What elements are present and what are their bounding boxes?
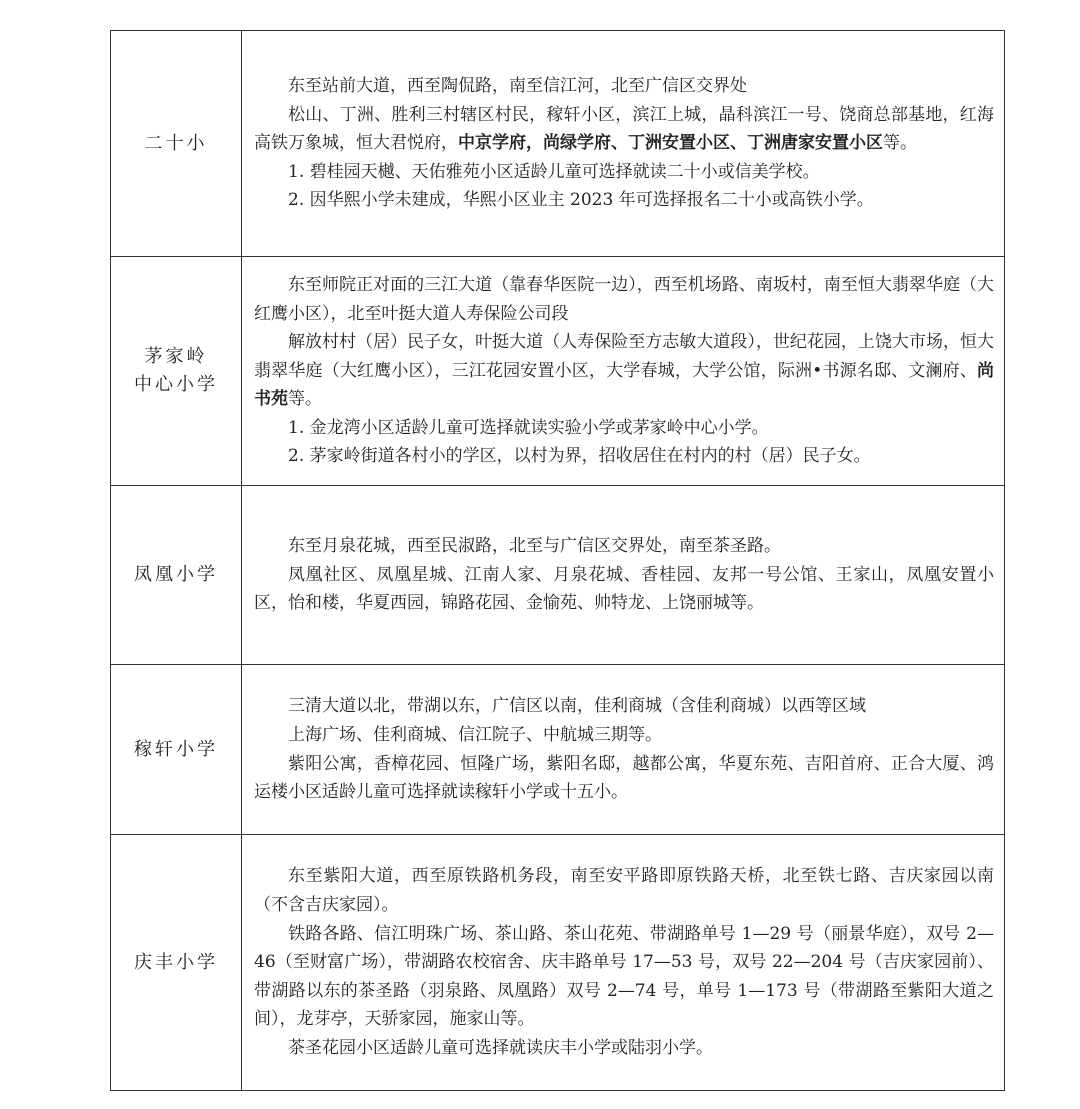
district-paragraph [254, 101, 994, 158]
paragraph-text: 东至站前大道，西至陶侃路，南至信江河，北至广信区交界处 [288, 76, 747, 97]
paragraph-text: 2. 因华熙小学未建成，华熙小区业主 2023 年可选择报名二十小或高铁小学。 [288, 190, 874, 211]
paragraph-text: 松山、丁洲、胜利三村辖区村民，稼轩小区，滨江上城，晶科滨江一号、饶商总部基地，红海高铁万象城，恒大君悦府， [254, 104, 994, 154]
paragraph-text: 凤凰社区、凤凰星城、江南人家、月泉花城、香桂园、友邦一号公馆、王家山，凤凰安置小区，怡和楼，华夏西园，锦路花园、金愉苑、帅特龙、上饶丽城等。 [254, 564, 994, 614]
school-district-table [110, 30, 1005, 1091]
table-row [111, 486, 1005, 665]
district-paragraph [254, 561, 994, 618]
district-paragraph [254, 862, 994, 919]
district-paragraph [254, 442, 994, 471]
school-name-line: 稼轩小学 [134, 738, 218, 760]
district-paragraph [254, 721, 994, 750]
paragraph-text: 紫阳公寓，香樟花园、恒隆广场，紫阳名邸，越都公寓，华夏东苑、吉阳首府、正合大厦、鸿运楼小区适龄儿童可选择就读稼轩小学或十五小。 [254, 753, 994, 803]
highlighted-text: 中京学府，尚绿学府、丁洲安置小区、丁洲唐家安置小区 [458, 133, 883, 154]
highlighted-text: 尚书苑 [254, 360, 994, 410]
district-paragraph [254, 692, 994, 721]
school-name-line: 中心小学 [134, 374, 218, 395]
table-row [111, 665, 1005, 835]
district-description-cell [242, 486, 1005, 665]
district-paragraph [254, 920, 994, 1034]
paragraph-text: 1. 碧桂园天樾、天佑雅苑小区适龄儿童可选择就读二十小或信美学校。 [288, 161, 820, 182]
paragraph-text: 三清大道以北，带湖以东，广信区以南，佳利商城（含佳利商城）以西等区域 [288, 696, 866, 717]
district-paragraph [254, 158, 994, 187]
paragraph-text: 解放村村（居）民子女，叶挺大道（人寿保险至方志敏大道段），世纪花园，上饶大市场，恒大翡翠华庭（大红鹰小区），三江花园安置小区，大学春城，大学公馆，际洲•书源名邸、文澜府、 [254, 332, 994, 381]
table-body [111, 31, 1005, 1091]
table-row [111, 835, 1005, 1091]
district-paragraph [254, 532, 994, 561]
paragraph-text: 等。 [883, 133, 917, 154]
paragraph-text: 上海广场、佳利商城、信江院子、中航城三期等。 [288, 724, 662, 745]
paragraph-text: 茶圣花园小区适龄儿童可选择就读庆丰小学或陆羽小学。 [288, 1037, 713, 1058]
paragraph-text: 等。 [288, 389, 322, 410]
school-name-cell [111, 486, 242, 665]
paragraph-text: 东至师院正对面的三江大道（靠春华医院一边），西至机场路、南坂村，南至恒大翡翠华庭（大红鹰小区），北至叶挺大道人寿保险公司段 [254, 274, 994, 324]
paragraph-text: 铁路各路、信江明珠广场、茶山路、茶山花苑、带湖路单号 1—29 号（丽景华庭），双号 2—46（至财富广场），带湖路农校宿舍、庆丰路单号 17—53 号，双号 22—204 号（吉庆家园前）、带湖路以东的茶圣路（羽泉路、凤凰路）双号 2—74 号，单号 1—173 号（带湖路至紫阳大道之间），龙芽亭，天骄家园，施家山等。 [254, 923, 994, 1030]
school-name-line: 凤凰小学 [134, 564, 218, 585]
district-paragraph [254, 328, 994, 414]
district-paragraph [254, 1034, 994, 1063]
district-paragraph [254, 72, 994, 101]
paragraph-text: 2. 茅家岭街道各村小的学区，以村为界，招收居住在村内的村（居）民子女。 [288, 446, 871, 467]
school-name-cell [111, 31, 242, 257]
district-paragraph [254, 271, 994, 328]
school-name-line: 二十小 [144, 132, 208, 154]
paragraph-text: 1. 金龙湾小区适龄儿童可选择就读实验小学或茅家岭中心小学。 [288, 417, 769, 438]
school-name-line: 庆丰小学 [134, 951, 218, 973]
district-description-cell [242, 31, 1005, 257]
district-paragraph [254, 414, 994, 443]
paragraph-text: 东至紫阳大道，西至原铁路机务段，南至安平路即原铁路天桥，北至铁七路、吉庆家园以南（不含吉庆家园）。 [254, 866, 994, 916]
school-name-cell [111, 257, 242, 486]
table-row [111, 257, 1005, 486]
paragraph-text: 东至月泉花城，西至民淑路，北至与广信区交界处，南至茶圣路。 [288, 536, 781, 557]
district-description-cell [242, 257, 1005, 486]
table-row [111, 31, 1005, 257]
school-name-cell [111, 835, 242, 1091]
district-description-cell [242, 835, 1005, 1091]
district-paragraph [254, 750, 994, 807]
school-name-cell [111, 665, 242, 835]
district-paragraph [254, 186, 994, 215]
school-name-line: 茅家岭 [144, 346, 208, 367]
district-description-cell [242, 665, 1005, 835]
